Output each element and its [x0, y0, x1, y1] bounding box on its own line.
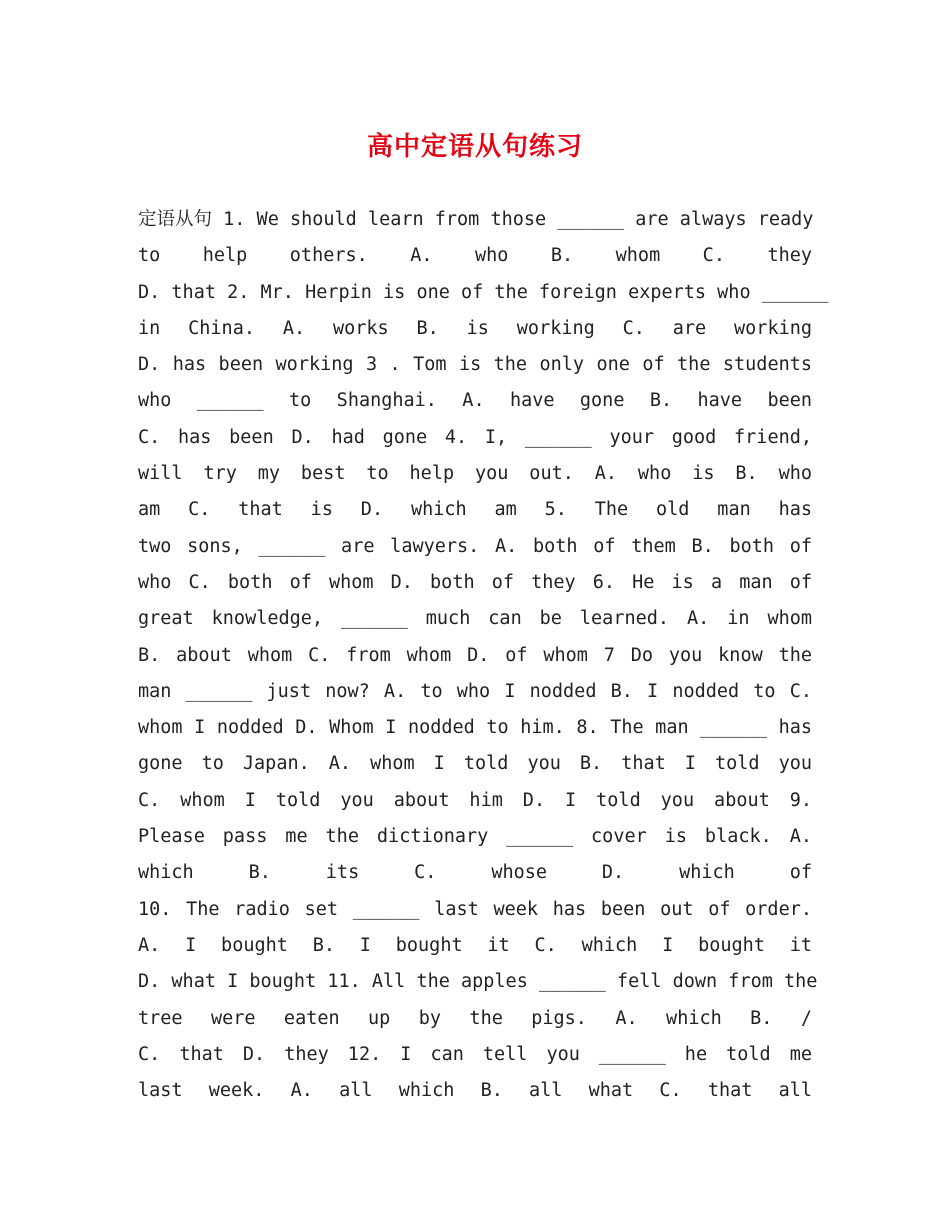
text-line: B. about whom C. from whom D. of whom 7 Do you know the [138, 644, 812, 666]
text-line: C. has been D. had gone 4. I, ______ your good friend, [138, 426, 812, 448]
text-line: D. has been working 3 . Tom is the only one of the students [138, 354, 812, 376]
text-line: last week. A. all which B. all what C. that all [138, 1080, 812, 1102]
text-line: 定语从句 1. We should learn from those ______ are always ready [138, 209, 814, 230]
text-line: great knowledge, ______ much can be learned. A. in whom [138, 608, 812, 630]
text-line: C. whom I told you about him D. I told you about 9. [138, 789, 812, 811]
text-line: A. I bought B. I bought it C. which I bought it [138, 934, 812, 956]
text-line: D. that 2. Mr. Herpin is one of the foreign experts who ______ [138, 281, 829, 303]
text-line: in China. A. works B. is working C. are working [138, 317, 812, 339]
text-line: Please pass me the dictionary ______ cover is black. A. [138, 826, 812, 848]
text-line: C. that D. they 12. I can tell you ______ he told me [138, 1043, 812, 1065]
text-line: who C. both of whom D. both of they 6. He is a man of [138, 571, 812, 593]
text-line: two sons, ______ are lawyers. A. both of them B. both of [138, 535, 812, 557]
page-title: 高中定语从句练习 [366, 132, 583, 162]
text-line: to help others. A. who B. whom C. they [138, 245, 812, 267]
text-line: D. what I bought 11. All the apples ______ fell down from the [138, 971, 818, 993]
text-line: whom I nodded D. Whom I nodded to him. 8. The man ______ has [138, 717, 812, 739]
text-line: which B. its C. whose D. which of [138, 862, 812, 884]
text-line: 10. The radio set ______ last week has been out of order. [138, 898, 812, 920]
text-line: tree were eaten up by the pigs. A. which B. / [138, 1007, 812, 1029]
text-line: who ______ to Shanghai. A. have gone B. have been [138, 390, 812, 412]
exercise-body [138, 202, 829, 1109]
text-line: am C. that is D. which am 5. The old man has [138, 499, 812, 521]
text-line: will try my best to help you out. A. who is B. who [138, 463, 812, 485]
text-line: man ______ just now? A. to who I nodded B. I nodded to C. [138, 680, 812, 702]
text-line: gone to Japan. A. whom I told you B. that I told you [138, 753, 812, 775]
